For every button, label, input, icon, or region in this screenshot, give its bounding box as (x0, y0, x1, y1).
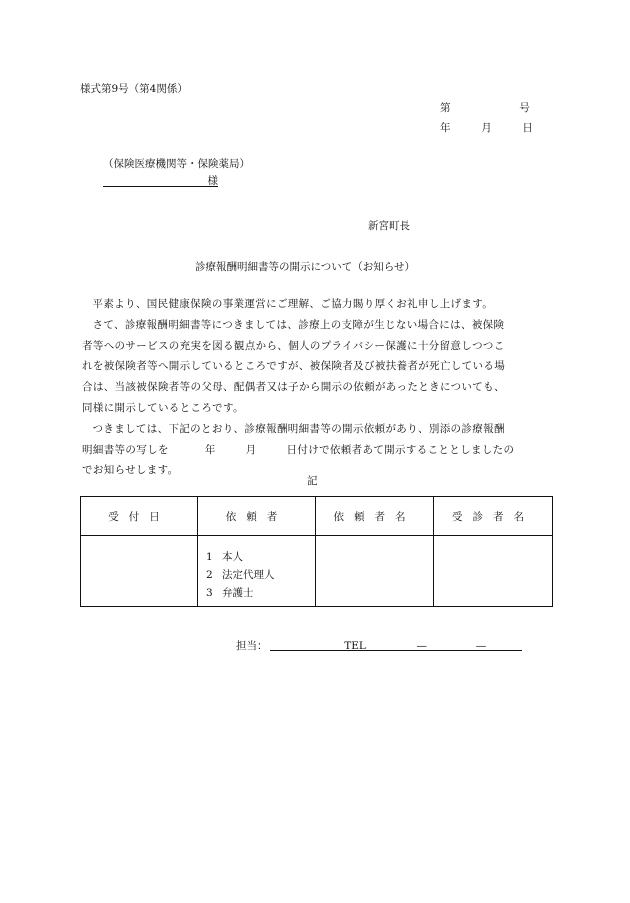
number-prefix: 第 (440, 102, 451, 114)
form-number: 様式第9号（第4関係） (80, 83, 188, 95)
contact-underline (270, 650, 522, 651)
cell-requester-name (316, 536, 434, 607)
body-line: れを被保険者等へ開示しているところですが、被保険者及び被扶養者が死亡している場 (82, 360, 506, 373)
disclosure-month: 月 (245, 443, 257, 456)
requester-option: 3 弁護士 (206, 587, 254, 599)
letter-body (82, 294, 552, 481)
requester-option: 2 法定代理人 (206, 569, 275, 581)
document-number (440, 100, 530, 115)
sender: 新宮町長 (368, 220, 410, 232)
body-line: 合は、当該被保険者等の父母、配偶者又は子から開示の依頼があったときについても、 (82, 381, 505, 394)
document-title: 診療報酬明細書等の開示について（お知らせ） (195, 261, 415, 273)
paragraph-greeting: 平素より、国民健康保険の事業運営にご理解、ご協力賜り厚くお礼申し上げます。 (92, 298, 494, 310)
date-year: 年 (440, 122, 451, 134)
issue-date (440, 120, 533, 135)
addressee-honorific: 様 (207, 175, 218, 187)
body-line: でお知らせします。 (82, 464, 179, 477)
header-reception-date: 受付日 (81, 497, 198, 536)
header-requester: 依頼者 (198, 497, 316, 536)
ki-heading: 記 (307, 475, 318, 487)
disclosure-year: 年 (204, 443, 216, 456)
contact-label: 担当： (236, 640, 268, 652)
cell-requester (198, 536, 316, 607)
tel-dash: — (475, 640, 487, 652)
tel-dash: — (416, 640, 428, 652)
paragraph-explanation (82, 315, 552, 336)
addressee-name-line (103, 170, 218, 187)
body-line: 同様に開示しているところです。 (82, 401, 244, 414)
number-suffix: 号 (519, 102, 530, 114)
disclosure-request-table (80, 496, 553, 607)
paragraph-notice (82, 419, 552, 440)
body-line: 者等へのサービスの充実を図る観点から、個人のプライバシー保護に十分留意しつつこ (82, 339, 505, 352)
body-line: つきましては、下記のとおり、診療報酬明細書等の開示依頼があり、別添の診療報酬 (92, 422, 505, 435)
cell-patient-name (434, 536, 553, 607)
body-line-with-date: 明細書等の写しを 年 月 日付けで依頼者あて開示することとしましたの (82, 443, 515, 456)
date-month: 月 (481, 122, 492, 134)
addressee-organization: （保険医療機関等・保険薬局） (103, 158, 250, 170)
tel-label: TEL (344, 640, 366, 652)
date-day: 日 (522, 122, 533, 134)
requester-option: 1 本人 (206, 551, 243, 563)
cell-reception-date (81, 536, 198, 607)
body-line: さて、診療報酬明細書等につきましては、診療上の支障が生じない場合には、被保険 (92, 318, 505, 331)
header-patient-name: 受診者名 (434, 497, 553, 536)
header-requester-name: 依頼者名 (316, 497, 434, 536)
